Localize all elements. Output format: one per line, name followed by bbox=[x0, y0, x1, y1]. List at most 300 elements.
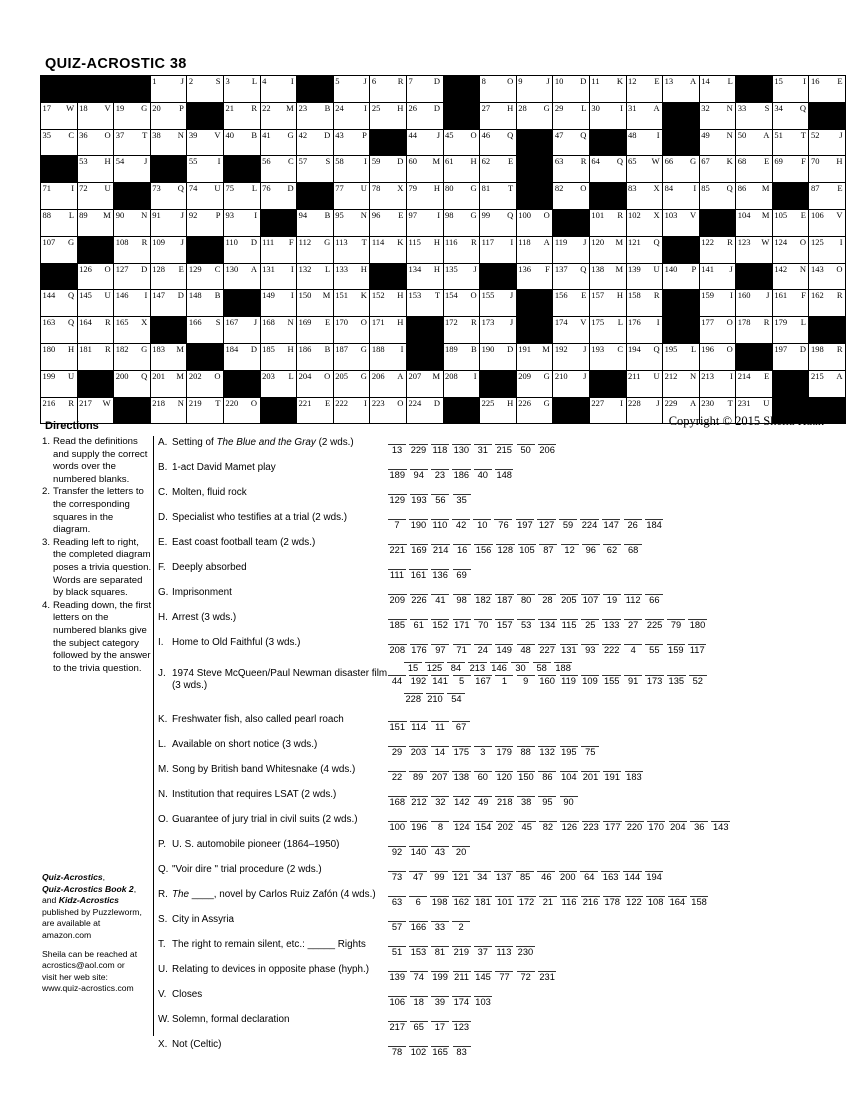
answer-blank[interactable]: 127 bbox=[538, 520, 555, 530]
answer-blank[interactable]: 35 bbox=[453, 494, 471, 506]
grid-cell[interactable] bbox=[663, 263, 700, 290]
grid-cell[interactable] bbox=[626, 236, 663, 263]
answer-blank[interactable]: 80 bbox=[517, 594, 535, 606]
answer-blank[interactable]: 196 bbox=[411, 822, 427, 832]
grid-cell[interactable] bbox=[626, 156, 663, 183]
answer-blank[interactable]: 172 bbox=[518, 897, 535, 907]
grid-cell[interactable] bbox=[150, 343, 187, 370]
answer-blank[interactable]: 141 bbox=[432, 676, 448, 686]
answer-blank[interactable]: 156 bbox=[475, 545, 492, 555]
grid-cell[interactable] bbox=[626, 343, 663, 370]
answer-blank[interactable]: 146 bbox=[491, 662, 507, 673]
grid-cell[interactable] bbox=[626, 317, 663, 344]
answer-blank[interactable]: 164 bbox=[669, 897, 686, 907]
grid-cell[interactable] bbox=[187, 209, 224, 236]
answer-blank[interactable]: 203 bbox=[410, 747, 427, 757]
answer-blank[interactable]: 129 bbox=[389, 495, 406, 505]
answer-blank[interactable]: 207 bbox=[431, 772, 448, 782]
grid-cell[interactable] bbox=[187, 290, 224, 317]
answer-blank[interactable]: 227 bbox=[539, 645, 555, 655]
grid-cell[interactable] bbox=[480, 236, 517, 263]
grid-cell[interactable] bbox=[772, 263, 809, 290]
grid-cell[interactable] bbox=[589, 209, 626, 236]
grid-cell[interactable] bbox=[187, 370, 224, 397]
answer-blank[interactable]: 4 bbox=[624, 644, 642, 656]
grid-cell[interactable] bbox=[553, 156, 590, 183]
answer-blank[interactable]: 114 bbox=[411, 722, 427, 732]
answer-blank[interactable]: 216 bbox=[582, 897, 599, 907]
answer-blank[interactable]: 131 bbox=[561, 645, 577, 655]
grid-cell[interactable] bbox=[699, 290, 736, 317]
grid-cell[interactable] bbox=[516, 343, 553, 370]
grid-cell[interactable] bbox=[223, 102, 260, 129]
answer-blank[interactable]: 113 bbox=[496, 947, 512, 957]
grid-cell[interactable] bbox=[736, 236, 773, 263]
grid-cell[interactable] bbox=[736, 317, 773, 344]
answer-blank[interactable]: 68 bbox=[624, 544, 642, 556]
grid-cell[interactable] bbox=[187, 183, 224, 210]
grid-cell[interactable] bbox=[41, 370, 78, 397]
grid-cell[interactable] bbox=[333, 209, 370, 236]
grid-cell[interactable] bbox=[370, 397, 407, 424]
answer-blank[interactable]: 60 bbox=[474, 771, 492, 783]
answer-blank[interactable]: 54 bbox=[447, 693, 465, 705]
grid-cell[interactable] bbox=[260, 370, 297, 397]
grid-cell[interactable] bbox=[809, 370, 846, 397]
answer-blank[interactable]: 163 bbox=[602, 872, 619, 882]
answer-blank[interactable]: 214 bbox=[432, 545, 449, 555]
answer-blank[interactable]: 162 bbox=[453, 897, 470, 907]
answer-blank[interactable]: 111 bbox=[389, 570, 405, 580]
grid-cell[interactable] bbox=[114, 263, 151, 290]
grid-cell[interactable] bbox=[150, 209, 187, 236]
answer-blank[interactable]: 90 bbox=[560, 796, 578, 808]
answer-blank[interactable]: 149 bbox=[496, 645, 512, 655]
grid-cell[interactable] bbox=[480, 317, 517, 344]
answer-blank[interactable]: 104 bbox=[561, 772, 577, 782]
grid-cell[interactable] bbox=[443, 129, 480, 156]
grid-cell[interactable] bbox=[150, 76, 187, 103]
answer-blank[interactable]: 228 bbox=[405, 693, 422, 704]
grid-cell[interactable] bbox=[114, 209, 151, 236]
answer-blank[interactable]: 230 bbox=[517, 947, 534, 957]
answer-blank[interactable]: 211 bbox=[454, 972, 469, 982]
grid-cell[interactable] bbox=[663, 156, 700, 183]
grid-cell[interactable] bbox=[370, 102, 407, 129]
answer-blank[interactable]: 98 bbox=[453, 594, 471, 606]
grid-cell[interactable] bbox=[589, 290, 626, 317]
grid-cell[interactable] bbox=[772, 102, 809, 129]
answer-blank[interactable]: 157 bbox=[496, 620, 513, 630]
answer-blank[interactable]: 226 bbox=[411, 595, 427, 605]
grid-cell[interactable] bbox=[187, 263, 224, 290]
grid-cell[interactable] bbox=[41, 183, 78, 210]
grid-cell[interactable] bbox=[114, 236, 151, 263]
answer-blank[interactable]: 222 bbox=[603, 645, 620, 655]
grid-cell[interactable] bbox=[297, 263, 334, 290]
answer-blank[interactable]: 118 bbox=[432, 445, 448, 455]
answer-blank[interactable]: 184 bbox=[646, 520, 662, 530]
answer-blank[interactable]: 213 bbox=[469, 662, 486, 673]
answer-blank[interactable]: 96 bbox=[582, 544, 600, 556]
grid-cell[interactable] bbox=[114, 156, 151, 183]
grid-cell[interactable] bbox=[150, 129, 187, 156]
answer-blank[interactable]: 58 bbox=[533, 662, 551, 674]
grid-cell[interactable] bbox=[589, 343, 626, 370]
answer-blank[interactable]: 159 bbox=[668, 645, 684, 655]
answer-blank[interactable]: 135 bbox=[668, 676, 685, 686]
answer-blank[interactable]: 57 bbox=[388, 921, 406, 933]
grid-cell[interactable] bbox=[443, 236, 480, 263]
grid-cell[interactable] bbox=[553, 317, 590, 344]
grid-cell[interactable] bbox=[114, 370, 151, 397]
answer-blank[interactable]: 71 bbox=[453, 644, 471, 656]
grid-cell[interactable] bbox=[260, 263, 297, 290]
answer-blank[interactable]: 165 bbox=[432, 1047, 448, 1057]
answer-blank[interactable]: 67 bbox=[452, 721, 470, 733]
grid-cell[interactable] bbox=[663, 343, 700, 370]
answer-blank[interactable]: 28 bbox=[538, 594, 556, 606]
grid-cell[interactable] bbox=[223, 343, 260, 370]
grid-cell[interactable] bbox=[809, 236, 846, 263]
answer-blank[interactable]: 178 bbox=[604, 897, 620, 907]
grid-cell[interactable] bbox=[370, 183, 407, 210]
grid-cell[interactable] bbox=[41, 236, 78, 263]
grid-cell[interactable] bbox=[772, 236, 809, 263]
answer-blank[interactable]: 155 bbox=[603, 676, 620, 686]
grid-cell[interactable] bbox=[370, 209, 407, 236]
answer-blank[interactable]: 147 bbox=[603, 520, 619, 530]
answer-blank[interactable]: 138 bbox=[453, 772, 470, 782]
grid-cell[interactable] bbox=[187, 156, 224, 183]
grid-cell[interactable] bbox=[553, 263, 590, 290]
grid-cell[interactable] bbox=[626, 290, 663, 317]
answer-blank[interactable]: 45 bbox=[518, 821, 536, 833]
answer-blank[interactable]: 46 bbox=[537, 871, 555, 883]
grid-cell[interactable] bbox=[187, 397, 224, 424]
answer-blank[interactable]: 182 bbox=[475, 595, 491, 605]
answer-blank[interactable]: 121 bbox=[453, 872, 469, 882]
grid-cell[interactable] bbox=[41, 209, 78, 236]
grid-cell[interactable] bbox=[150, 370, 187, 397]
answer-blank[interactable]: 50 bbox=[517, 444, 535, 456]
answer-blank[interactable]: 59 bbox=[559, 519, 577, 531]
grid-cell[interactable] bbox=[406, 370, 443, 397]
answer-blank[interactable]: 154 bbox=[475, 822, 492, 832]
answer-blank[interactable]: 140 bbox=[410, 847, 427, 857]
answer-blank[interactable]: 94 bbox=[410, 469, 428, 481]
answer-blank[interactable]: 195 bbox=[561, 747, 577, 757]
answer-blank[interactable]: 8 bbox=[431, 821, 449, 833]
grid-cell[interactable] bbox=[406, 236, 443, 263]
answer-blank[interactable]: 215 bbox=[496, 445, 512, 455]
grid-cell[interactable] bbox=[443, 263, 480, 290]
grid-cell[interactable] bbox=[699, 102, 736, 129]
answer-blank[interactable]: 192 bbox=[410, 676, 427, 686]
grid-cell[interactable] bbox=[736, 102, 773, 129]
answer-blank[interactable]: 33 bbox=[431, 921, 449, 933]
answer-blank[interactable]: 125 bbox=[426, 662, 443, 673]
grid-cell[interactable] bbox=[516, 209, 553, 236]
answer-blank[interactable]: 100 bbox=[389, 822, 406, 832]
grid-cell[interactable] bbox=[406, 290, 443, 317]
answer-blank[interactable]: 36 bbox=[690, 821, 708, 833]
grid-cell[interactable] bbox=[150, 102, 187, 129]
grid-cell[interactable] bbox=[516, 263, 553, 290]
grid-cell[interactable] bbox=[589, 317, 626, 344]
answer-blank[interactable]: 66 bbox=[645, 594, 663, 606]
answer-blank[interactable]: 173 bbox=[646, 676, 663, 686]
answer-blank[interactable]: 123 bbox=[453, 1022, 470, 1032]
grid-cell[interactable] bbox=[150, 397, 187, 424]
answer-blank[interactable]: 27 bbox=[624, 619, 642, 631]
grid-cell[interactable] bbox=[333, 102, 370, 129]
grid-cell[interactable] bbox=[772, 343, 809, 370]
grid-cell[interactable] bbox=[809, 156, 846, 183]
answer-blank[interactable]: 110 bbox=[432, 520, 448, 530]
grid-cell[interactable] bbox=[114, 129, 151, 156]
answer-blank[interactable]: 191 bbox=[604, 772, 620, 782]
answer-blank[interactable]: 190 bbox=[410, 520, 427, 530]
answer-blank[interactable]: 175 bbox=[453, 747, 470, 757]
grid-cell[interactable] bbox=[114, 343, 151, 370]
answer-blank[interactable]: 105 bbox=[519, 545, 535, 555]
grid-cell[interactable] bbox=[589, 156, 626, 183]
answer-blank[interactable]: 158 bbox=[691, 897, 707, 907]
answer-blank[interactable]: 221 bbox=[389, 545, 406, 555]
answer-blank[interactable]: 48 bbox=[517, 644, 535, 656]
answer-blank[interactable]: 180 bbox=[689, 620, 706, 630]
grid-cell[interactable] bbox=[260, 129, 297, 156]
answer-blank[interactable]: 200 bbox=[560, 872, 576, 882]
answer-blank[interactable]: 194 bbox=[646, 872, 662, 882]
grid-cell[interactable] bbox=[443, 156, 480, 183]
grid-cell[interactable] bbox=[150, 183, 187, 210]
grid-cell[interactable] bbox=[516, 370, 553, 397]
answer-blank[interactable]: 209 bbox=[389, 595, 406, 605]
grid-cell[interactable] bbox=[223, 129, 260, 156]
answer-blank[interactable]: 212 bbox=[411, 797, 427, 807]
answer-blank[interactable]: 97 bbox=[431, 644, 449, 656]
grid-cell[interactable] bbox=[772, 76, 809, 103]
answer-blank[interactable]: 201 bbox=[582, 772, 599, 782]
grid-cell[interactable] bbox=[187, 129, 224, 156]
grid-cell[interactable] bbox=[480, 397, 517, 424]
answer-blank[interactable]: 223 bbox=[583, 822, 599, 832]
answer-blank[interactable]: 10 bbox=[473, 519, 491, 531]
grid-cell[interactable] bbox=[187, 76, 224, 103]
grid-cell[interactable] bbox=[480, 343, 517, 370]
answer-blank[interactable]: 150 bbox=[518, 772, 534, 782]
answer-blank[interactable]: 93 bbox=[581, 644, 599, 656]
answer-blank[interactable]: 61 bbox=[410, 619, 428, 631]
grid-cell[interactable] bbox=[589, 263, 626, 290]
answer-blank[interactable]: 11 bbox=[431, 721, 449, 733]
grid-cell[interactable] bbox=[772, 209, 809, 236]
grid-cell[interactable] bbox=[223, 183, 260, 210]
answer-blank[interactable]: 37 bbox=[474, 946, 492, 958]
grid-cell[interactable] bbox=[41, 102, 78, 129]
answer-blank[interactable]: 7 bbox=[388, 519, 406, 531]
answer-blank[interactable]: 64 bbox=[580, 871, 598, 883]
grid-cell[interactable] bbox=[297, 236, 334, 263]
answer-blank[interactable]: 49 bbox=[474, 796, 492, 808]
grid-cell[interactable] bbox=[663, 209, 700, 236]
answer-blank[interactable]: 25 bbox=[581, 619, 599, 631]
grid-cell[interactable] bbox=[663, 183, 700, 210]
grid-cell[interactable] bbox=[333, 129, 370, 156]
answer-blank[interactable]: 76 bbox=[494, 519, 512, 531]
grid-cell[interactable] bbox=[333, 290, 370, 317]
answer-blank[interactable]: 16 bbox=[453, 544, 471, 556]
answer-blank[interactable]: 12 bbox=[561, 544, 579, 556]
grid-cell[interactable] bbox=[77, 343, 114, 370]
answer-blank[interactable]: 82 bbox=[539, 821, 557, 833]
answer-blank[interactable]: 23 bbox=[431, 469, 449, 481]
grid-cell[interactable] bbox=[333, 370, 370, 397]
answer-blank[interactable]: 51 bbox=[388, 946, 406, 958]
grid-cell[interactable] bbox=[370, 156, 407, 183]
answer-blank[interactable]: 31 bbox=[474, 444, 492, 456]
grid-cell[interactable] bbox=[333, 397, 370, 424]
answer-blank[interactable]: 151 bbox=[389, 722, 406, 732]
grid-cell[interactable] bbox=[809, 343, 846, 370]
grid-cell[interactable] bbox=[699, 370, 736, 397]
answer-blank[interactable]: 229 bbox=[410, 445, 427, 455]
answer-blank[interactable]: 160 bbox=[539, 676, 555, 686]
grid-cell[interactable] bbox=[223, 397, 260, 424]
grid-cell[interactable] bbox=[77, 263, 114, 290]
grid-cell[interactable] bbox=[77, 156, 114, 183]
answer-blank[interactable]: 198 bbox=[431, 897, 448, 907]
answer-blank[interactable]: 69 bbox=[453, 569, 471, 581]
answer-blank[interactable]: 166 bbox=[410, 922, 427, 932]
answer-blank[interactable]: 208 bbox=[389, 645, 406, 655]
answer-blank[interactable]: 186 bbox=[453, 470, 470, 480]
answer-blank[interactable]: 174 bbox=[453, 997, 470, 1007]
grid-cell[interactable] bbox=[699, 236, 736, 263]
grid-cell[interactable] bbox=[736, 290, 773, 317]
grid-cell[interactable] bbox=[260, 102, 297, 129]
grid-cell[interactable] bbox=[260, 76, 297, 103]
answer-blank[interactable]: 85 bbox=[516, 871, 534, 883]
answer-blank[interactable]: 65 bbox=[410, 1021, 428, 1033]
grid-cell[interactable] bbox=[809, 129, 846, 156]
grid-cell[interactable] bbox=[553, 343, 590, 370]
answer-blank[interactable]: 132 bbox=[539, 747, 555, 757]
answer-blank[interactable]: 148 bbox=[496, 470, 512, 480]
answer-blank[interactable]: 119 bbox=[561, 676, 576, 686]
grid-cell[interactable] bbox=[223, 317, 260, 344]
answer-blank[interactable]: 120 bbox=[496, 772, 512, 782]
answer-blank[interactable]: 218 bbox=[496, 797, 513, 807]
answer-blank[interactable]: 133 bbox=[603, 620, 620, 630]
grid-cell[interactable] bbox=[370, 236, 407, 263]
grid-cell[interactable] bbox=[114, 102, 151, 129]
answer-blank[interactable]: 9 bbox=[517, 675, 535, 687]
grid-cell[interactable] bbox=[406, 263, 443, 290]
answer-blank[interactable]: 183 bbox=[626, 772, 642, 782]
grid-cell[interactable] bbox=[370, 317, 407, 344]
grid-cell[interactable] bbox=[41, 290, 78, 317]
answer-blank[interactable]: 73 bbox=[388, 871, 406, 883]
answer-blank[interactable]: 2 bbox=[452, 921, 470, 933]
grid-cell[interactable] bbox=[626, 209, 663, 236]
grid-cell[interactable] bbox=[626, 76, 663, 103]
answer-blank[interactable]: 193 bbox=[411, 495, 427, 505]
grid-cell[interactable] bbox=[370, 76, 407, 103]
answer-blank[interactable]: 169 bbox=[411, 545, 427, 555]
answer-blank[interactable]: 197 bbox=[517, 520, 533, 530]
grid-cell[interactable] bbox=[77, 209, 114, 236]
answer-blank[interactable]: 34 bbox=[473, 871, 491, 883]
grid-cell[interactable] bbox=[443, 370, 480, 397]
grid-cell[interactable] bbox=[699, 183, 736, 210]
answer-blank[interactable]: 107 bbox=[582, 595, 599, 605]
answer-blank[interactable]: 72 bbox=[517, 971, 535, 983]
grid-cell[interactable] bbox=[736, 183, 773, 210]
grid-cell[interactable] bbox=[223, 209, 260, 236]
answer-blank[interactable]: 91 bbox=[624, 675, 642, 687]
grid-cell[interactable] bbox=[480, 156, 517, 183]
answer-blank[interactable]: 137 bbox=[495, 872, 512, 882]
answer-blank[interactable]: 29 bbox=[388, 746, 406, 758]
answer-blank[interactable]: 5 bbox=[453, 675, 471, 687]
answer-blank[interactable]: 44 bbox=[388, 675, 406, 687]
grid-cell[interactable] bbox=[809, 263, 846, 290]
answer-blank[interactable]: 126 bbox=[561, 822, 578, 832]
grid-cell[interactable] bbox=[77, 129, 114, 156]
answer-blank[interactable]: 99 bbox=[430, 871, 448, 883]
grid-cell[interactable] bbox=[626, 263, 663, 290]
answer-blank[interactable]: 205 bbox=[561, 595, 577, 605]
answer-blank[interactable]: 40 bbox=[474, 469, 492, 481]
grid-cell[interactable] bbox=[406, 76, 443, 103]
grid-cell[interactable] bbox=[370, 370, 407, 397]
grid-cell[interactable] bbox=[114, 317, 151, 344]
grid-cell[interactable] bbox=[809, 209, 846, 236]
grid-cell[interactable] bbox=[480, 76, 517, 103]
grid-cell[interactable] bbox=[699, 343, 736, 370]
answer-blank[interactable]: 1 bbox=[495, 675, 513, 687]
answer-blank[interactable]: 219 bbox=[453, 947, 470, 957]
grid-cell[interactable] bbox=[626, 102, 663, 129]
grid-cell[interactable] bbox=[333, 236, 370, 263]
grid-cell[interactable] bbox=[589, 102, 626, 129]
answer-blank[interactable]: 144 bbox=[624, 872, 641, 882]
grid-cell[interactable] bbox=[553, 370, 590, 397]
answer-blank[interactable]: 106 bbox=[389, 997, 406, 1007]
grid-cell[interactable] bbox=[553, 102, 590, 129]
answer-blank[interactable]: 102 bbox=[410, 1047, 427, 1057]
answer-blank[interactable]: 53 bbox=[517, 619, 535, 631]
grid-cell[interactable] bbox=[736, 370, 773, 397]
grid-cell[interactable] bbox=[297, 370, 334, 397]
answer-blank[interactable]: 134 bbox=[539, 620, 556, 630]
answer-blank[interactable]: 167 bbox=[475, 676, 491, 686]
answer-blank[interactable]: 79 bbox=[667, 619, 685, 631]
answer-blank[interactable]: 14 bbox=[431, 746, 449, 758]
grid-cell[interactable] bbox=[772, 156, 809, 183]
grid-cell[interactable] bbox=[699, 263, 736, 290]
answer-blank[interactable]: 39 bbox=[431, 996, 449, 1008]
answer-blank[interactable]: 179 bbox=[496, 747, 512, 757]
grid-cell[interactable] bbox=[516, 236, 553, 263]
answer-blank[interactable]: 210 bbox=[427, 693, 443, 704]
grid-cell[interactable] bbox=[150, 236, 187, 263]
answer-blank[interactable]: 168 bbox=[389, 797, 406, 807]
answer-blank[interactable]: 24 bbox=[474, 644, 492, 656]
